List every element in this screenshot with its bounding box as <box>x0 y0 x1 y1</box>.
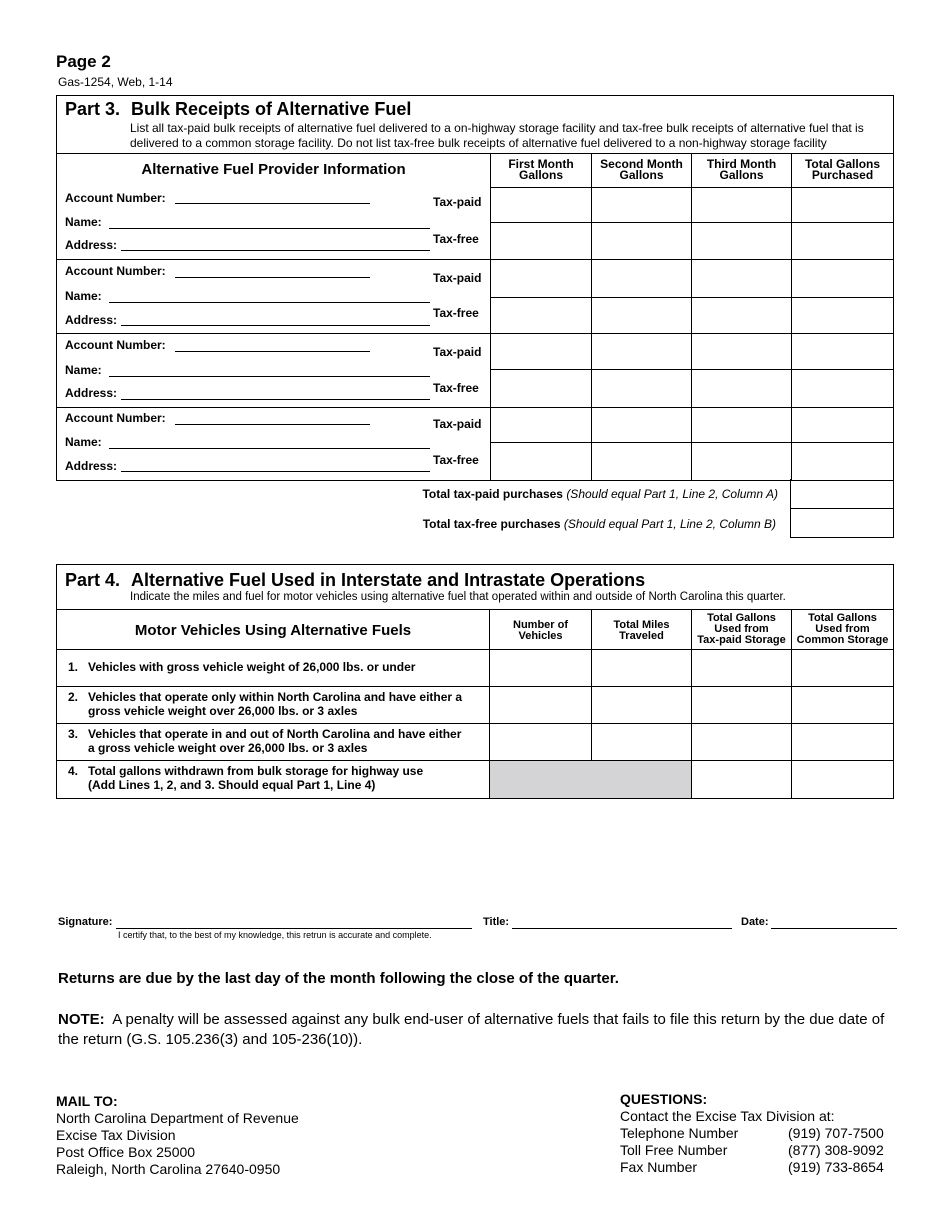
col-third-month: Third Month Gallons <box>706 157 777 182</box>
taxpaid-label: Tax-paid <box>433 417 482 431</box>
taxpaid-label: Tax-paid <box>433 271 482 285</box>
part3-header-rule <box>57 153 893 154</box>
due-date-notice: Returns are due by the last day of the month following the close of the quarter. <box>58 970 619 987</box>
vehicles-header: Motor Vehicles Using Alternative Fuels <box>134 622 412 639</box>
name-field[interactable] <box>109 228 430 229</box>
contact-row: Telephone Number (919) 707-7500 <box>620 1125 884 1141</box>
provider-block-divider <box>57 259 893 260</box>
col-number-vehicles: Number of Vehicles <box>513 619 568 642</box>
title-field[interactable] <box>512 928 732 929</box>
address-line: Post Office Box 25000 <box>56 1144 196 1160</box>
account-number-label: Account Number: <box>65 338 166 352</box>
mail-to-label: MAIL TO: <box>56 1093 118 1109</box>
account-number-field[interactable] <box>175 277 370 278</box>
taxfree-label: Tax-free <box>433 306 479 320</box>
taxfree-label: Tax-free <box>433 453 479 467</box>
account-number-label: Account Number: <box>65 264 166 278</box>
certify-text: I certify that, to the best of my knowledge, this retrun is accurate and complete. <box>118 930 432 940</box>
date-field[interactable] <box>771 928 897 929</box>
account-number-label: Account Number: <box>65 411 166 425</box>
address-field[interactable] <box>121 399 430 400</box>
table-row: 3. Vehicles that operate in and out of North Carolina and have either a gross vehicle weight over 26,000 lbs. or 3 axles <box>68 727 462 755</box>
part3-description-1: List all tax-paid bulk receipts of alternative fuel delivered to a on-highway storage facility and tax-free bulk receipts of alternative fuel that is <box>130 121 864 135</box>
provider-header: Alternative Fuel Provider Information <box>141 161 406 178</box>
col-divider <box>791 153 792 480</box>
table-row: 4. Total gallons withdrawn from bulk storage for highway use (Add Lines 1, 2, and 3. Should equal Part 1, Line 4) <box>68 764 424 792</box>
mail-to-block <box>56 1093 299 1178</box>
address-label: Address: <box>65 386 118 400</box>
col-divider <box>490 153 491 480</box>
provider-block-divider <box>57 333 893 334</box>
part4-section <box>56 564 894 799</box>
address-label: Address: <box>65 459 118 473</box>
address-label: Address: <box>65 313 118 327</box>
address-field[interactable] <box>121 325 430 326</box>
signature-label: Signature: <box>58 916 113 928</box>
part4-heading <box>65 570 645 591</box>
contact-row: Fax Number (919) 733-8654 <box>620 1159 884 1175</box>
form-id: Gas-1254, Web, 1-14 <box>58 75 173 89</box>
page-title: Page 2 <box>56 52 111 71</box>
questions-label: QUESTIONS: <box>620 1091 708 1107</box>
col-divider <box>691 153 692 480</box>
address-field[interactable] <box>121 250 430 251</box>
col-first-month: First Month Gallons <box>508 157 574 182</box>
part3-number: Part 3. <box>65 99 121 119</box>
address-label: Address: <box>65 238 118 252</box>
total-taxpaid-label: Total tax-paid purchases (Should equal Part 1, Line 2, Column A) <box>422 487 778 501</box>
name-label: Name: <box>65 215 102 229</box>
col-gallons-taxpaid: Total Gallons Used from Tax-paid Storage <box>697 612 786 646</box>
name-label: Name: <box>65 363 102 377</box>
address-line: North Carolina Department of Revenue <box>56 1110 299 1126</box>
provider-block-divider <box>57 407 893 408</box>
account-number-field[interactable] <box>175 203 370 204</box>
col-gallons-common: Total Gallons Used from Common Storage <box>796 612 889 646</box>
col-total-gallons: Total Gallons Purchased <box>804 157 881 182</box>
account-number-field[interactable] <box>175 424 370 425</box>
signature-field[interactable] <box>116 928 472 929</box>
taxfree-label: Tax-free <box>433 232 479 246</box>
shaded-cell <box>490 761 691 798</box>
taxfree-label: Tax-free <box>433 381 479 395</box>
col-total-miles: Total Miles Traveled <box>613 619 670 642</box>
part3-title: Bulk Receipts of Alternative Fuel <box>131 99 412 119</box>
address-line: Raleigh, North Carolina 27640-0950 <box>56 1161 281 1177</box>
penalty-note: NOTE: A penalty will be assessed against any bulk end-user of alternative fuels that fails to file this return by the due date of the return (G.S. 105.236(3) and 105-236(10)). <box>58 1011 885 1048</box>
part4-header-rule <box>57 609 893 610</box>
part4-description: Indicate the miles and fuel for motor vehicles using alternative fuel that operated within and outside of North Carolina this quarter. <box>130 591 786 603</box>
total-taxpaid-box[interactable] <box>790 479 894 509</box>
part3-heading <box>65 99 411 120</box>
part3-section <box>56 95 894 481</box>
part4-number: Part 4. <box>65 570 121 590</box>
account-number-label: Account Number: <box>65 191 166 205</box>
name-field[interactable] <box>109 448 430 449</box>
questions-intro: Contact the Excise Tax Division at: <box>620 1108 835 1124</box>
total-taxfree-label: Total tax-free purchases (Should equal Part 1, Line 2, Column B) <box>422 517 776 531</box>
name-field[interactable] <box>109 302 430 303</box>
table-row: 1. Vehicles with gross vehicle weight of 26,000 lbs. or under <box>68 660 416 674</box>
name-label: Name: <box>65 289 102 303</box>
contact-row: Toll Free Number (877) 308-9092 <box>620 1142 884 1158</box>
table-row: 2. Vehicles that operate only within North Carolina and have either a gross vehicle weight over 26,000 lbs. or 3 axles <box>68 690 463 718</box>
name-label: Name: <box>65 435 102 449</box>
title-label: Title: <box>483 916 510 928</box>
date-label: Date: <box>741 916 769 928</box>
part3-description-2: delivered to a common storage facility. Do not list tax-free bulk receipts of alternative fuel delivered to a non-highway storage facility <box>130 136 827 150</box>
part4-title: Alternative Fuel Used in Interstate and Intrastate Operations <box>131 570 646 590</box>
total-taxfree-box[interactable] <box>790 508 894 538</box>
name-field[interactable] <box>109 376 430 377</box>
col-divider <box>591 153 592 480</box>
taxpaid-label: Tax-paid <box>433 195 482 209</box>
taxpaid-label: Tax-paid <box>433 345 482 359</box>
address-field[interactable] <box>121 471 430 472</box>
address-line: Excise Tax Division <box>56 1127 176 1143</box>
account-number-field[interactable] <box>175 351 370 352</box>
col-second-month: Second Month Gallons <box>600 157 683 182</box>
questions-block <box>620 1091 895 1176</box>
